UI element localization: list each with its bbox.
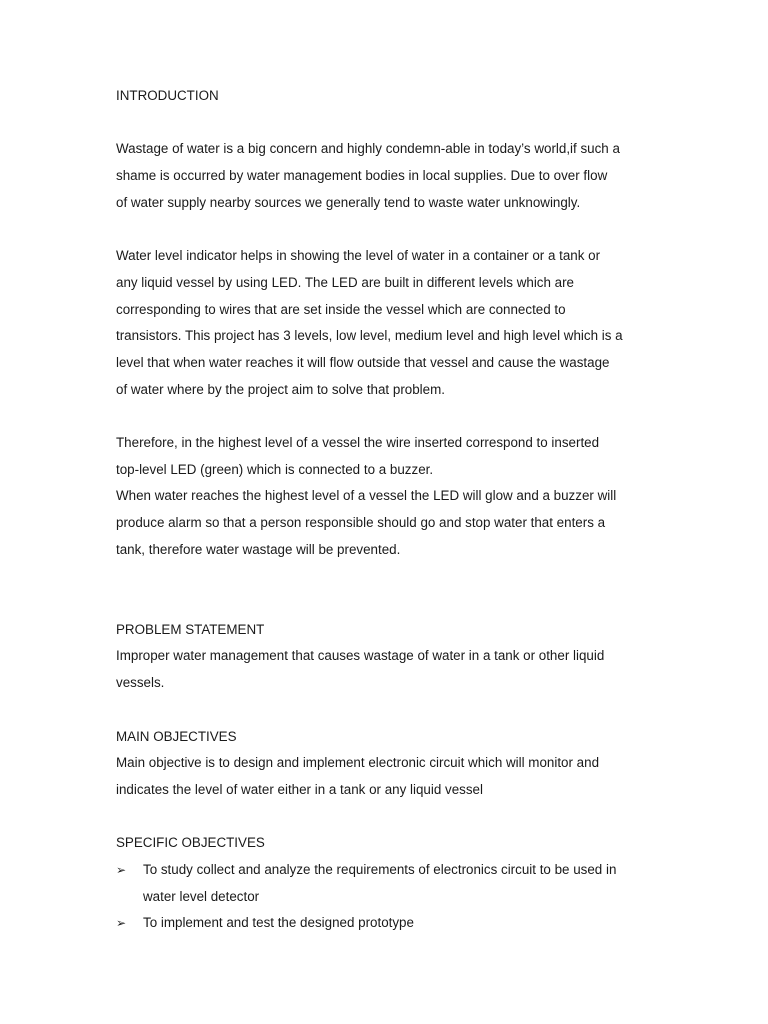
main-objectives-heading: MAIN OBJECTIVES: [116, 728, 237, 744]
problem-statement-heading: PROBLEM STATEMENT: [116, 621, 265, 637]
text-line: Therefore, in the highest level of a vessel the wire inserted correspond to inserted: [116, 434, 600, 450]
problem-statement-paragraph: [116, 643, 661, 696]
spacer: [116, 110, 661, 137]
spacer: [116, 563, 661, 616]
spacer: [116, 403, 661, 430]
document-page: [116, 83, 661, 937]
text-line: produce alarm so that a person responsible should go and stop water that enters a: [116, 515, 606, 530]
text-line: When water reaches the highest level of a vessel the LED will glow and a buzzer will: [116, 488, 617, 504]
text-line: level that when water reaches it will flow outside that vessel and cause the wastage: [116, 354, 610, 370]
list-item: [116, 910, 661, 937]
list-item: [116, 857, 661, 910]
introduction-paragraph-1: [116, 136, 661, 216]
text-line: Improper water management that causes wastage of water in a tank or other liquid: [116, 648, 605, 664]
text-line: any liquid vessel by using LED. The LED are built in different levels which are: [116, 274, 575, 290]
text-line: top-level LED (green) which is connected to a buzzer.: [116, 461, 434, 477]
arrow-bullet-icon: ➢: [116, 916, 127, 931]
text-line: indicates the level of water either in a tank or any liquid vessel: [116, 781, 483, 797]
introduction-heading: INTRODUCTION: [116, 88, 219, 103]
spacer: [116, 804, 661, 831]
text-line: Water level indicator helps in showing the level of water in a container or a tank or: [116, 248, 601, 264]
text-line: corresponding to wires that are set inside the vessel which are connected to: [116, 301, 566, 317]
spacer: [116, 697, 661, 724]
text-line: Wastage of water is a big concern and highly condemn-able in today’s world,if such a: [116, 141, 620, 157]
spacer: [116, 216, 661, 243]
text-line: shame is occurred by water management bodies in local supplies. Due to over flow: [116, 168, 608, 184]
text-line: water level detector: [143, 888, 260, 904]
specific-objectives-list: [116, 857, 661, 937]
text-line: To study collect and analyze the requirements of electronics circuit to be used in: [143, 861, 617, 877]
text-line: transistors. This project has 3 levels, low level, medium level and high level which is a: [116, 328, 623, 344]
introduction-paragraph-2: [116, 243, 661, 403]
arrow-bullet-icon: ➢: [116, 862, 127, 877]
specific-objectives-heading: SPECIFIC OBJECTIVES: [116, 835, 265, 851]
text-line: of water supply nearby sources we generally tend to waste water unknowingly.: [116, 194, 581, 210]
introduction-paragraph-3: [116, 430, 661, 563]
text-line: To implement and test the designed prototype: [143, 915, 414, 931]
text-line: of water where by the project aim to solve that problem.: [116, 381, 445, 397]
text-line: tank, therefore water wastage will be prevented.: [116, 541, 401, 557]
text-line: vessels.: [116, 675, 165, 691]
main-objectives-paragraph: [116, 750, 661, 803]
text-line: Main objective is to design and implement electronic circuit which will monitor and: [116, 755, 600, 771]
